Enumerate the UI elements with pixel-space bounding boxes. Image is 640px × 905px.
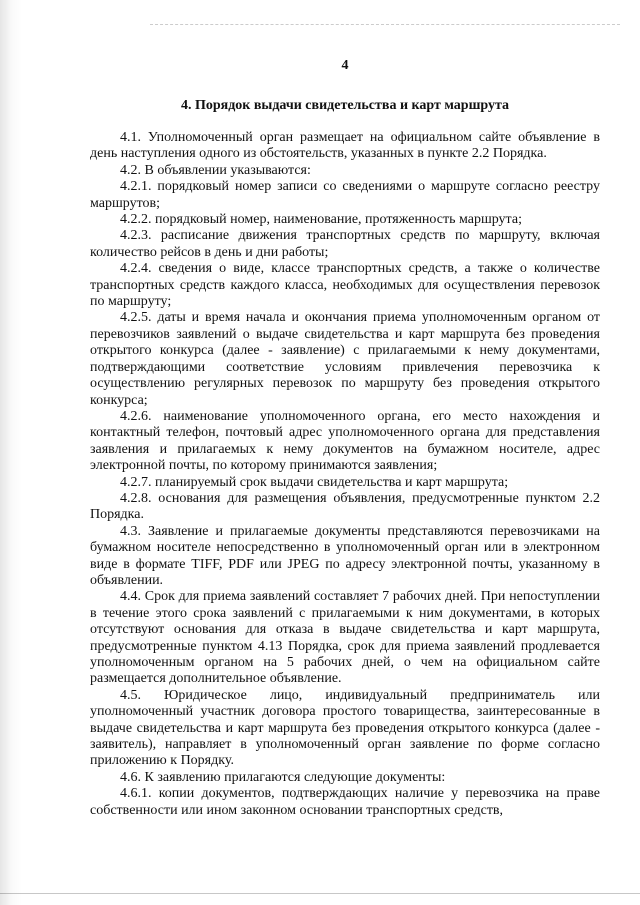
paragraph-4-1: 4.1. Уполномоченный орган размещает на официальном сайте объявление в день наступления одного из обстоятельств, указанных в пункте 2.2 Порядка.	[90, 130, 600, 162]
paragraph-4-2-2: 4.2.2. порядковый номер, наименование, протяженность маршрута;	[120, 212, 522, 228]
paragraph-4-2-8: 4.2.8. основания для размещения объявления, предусмотренные пунктом 2.2 Порядка.	[90, 490, 600, 523]
scan-top-artifact	[150, 24, 620, 25]
scan-left-edge	[0, 0, 22, 905]
paragraph-4-4: 4.4. Срок для приема заявлений составляет 7 рабочих дней. При непоступлении в течение этого срока заявлений с прилагаемыми к ним документами, в которых отсутствуют основания для отказа в выдаче свидетельства и карт маршрута, предусмотренные пунктом 4.13 Порядка, срок для приема заявлений продлевается уполномоченным органом на 5 рабочих дней, о чем на официальном сайте размещается дополнительное объявление.	[90, 589, 600, 687]
paragraph-4-2-7: 4.2.7. планируемый срок выдачи свидетельства и карт маршрута;	[120, 474, 509, 490]
document-body	[90, 130, 600, 819]
paragraph-4-2: 4.2. В объявлении указываются:	[120, 162, 311, 178]
paragraph-4-6: 4.6. К заявлению прилагаются следующие документы:	[120, 769, 446, 785]
page-number: 4	[341, 58, 349, 73]
paragraph-4-6-1: 4.6.1. копии документов, подтверждающих наличие у перевозчика на праве собственности или ином законном основании транспортных средств,	[90, 786, 600, 818]
paragraph-4-2-3: 4.2.3. расписание движения транспортных средств по маршруту, включая количество рейсов в день и дни работы;	[90, 228, 600, 260]
paragraph-4-5: 4.5. Юридическое лицо, индивидуальный предприниматель или уполномоченный участник договора простого товарищества, заинтересованные в выдаче свидетельства и карт маршрута без проведения открытого конкурса (далее - заявитель), направляет в уполномоченный орган заявление по форме согласно приложению к Порядку.	[90, 687, 600, 769]
paragraph-4-2-6: 4.2.6. наименование уполномоченного органа, его место нахождения и контактный телефон, почтовый адрес уполномоченного органа для представления заявления и прилагаемых к нему документов на бумажном носителе, адрес электронной почты, по которому принимаются заявления;	[90, 408, 600, 474]
section-title: 4. Порядок выдачи свидетельства и карт маршрута	[180, 98, 510, 113]
scan-bottom-line	[0, 893, 640, 894]
paragraph-4-3: 4.3. Заявление и прилагаемые документы представляются перевозчиками на бумажном носителе непосредственно в уполномоченный орган или в электронном виде в формате TIFF, PDF или JPEG по адресу электронной почты, указанному в объявлении.	[90, 523, 600, 588]
paragraph-4-2-1: 4.2.1. порядковый номер записи со сведениями о маршруте согласно реестру маршрутов;	[90, 179, 600, 211]
paragraph-4-2-4: 4.2.4. сведения о виде, классе транспортных средств, а также о количестве транспортных средств каждого класса, необходимых для осуществления перевозок по маршруту;	[90, 261, 600, 310]
paragraph-4-2-5: 4.2.5. даты и время начала и окончания приема уполномоченным органом от перевозчиков заявлений о выдаче свидетельства и карт маршрута без проведения открытого конкурса (далее - заявление) с прилагаемыми к нему документами, подтверждающими соответствие условиям привлечения перевозчика к осуществлению регулярных перевозок по маршруту без проведения открытого конкурса;	[90, 310, 600, 408]
